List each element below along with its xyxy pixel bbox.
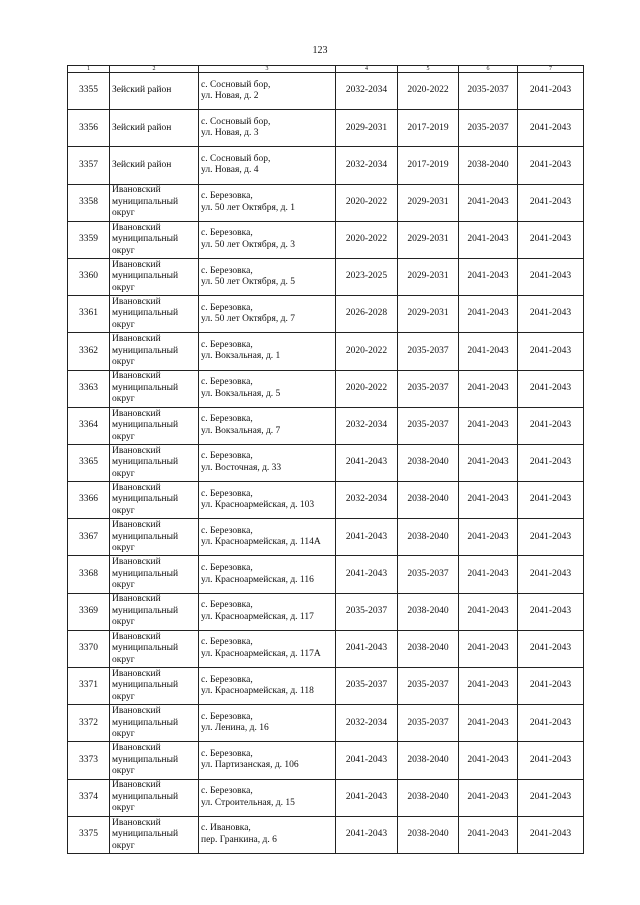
period-cell-y5: 2035-2037: [398, 370, 459, 407]
table-row: [68, 184, 584, 221]
address-line: с. Березовка,: [201, 191, 253, 202]
address-cell: [199, 184, 336, 221]
period-cell-y6: 2041-2043: [459, 370, 518, 407]
address-line: с. Березовка,: [201, 414, 253, 425]
register-table: [67, 65, 584, 854]
address-line: ул. Вокзальная, д. 1: [201, 351, 281, 362]
district-line: округ: [112, 580, 135, 591]
row-number-cell: 3356: [68, 110, 110, 147]
address-line: с. Березовка,: [201, 339, 253, 350]
district-line: округ: [112, 729, 135, 740]
address-cell: [199, 556, 336, 593]
address-line: ул. Вокзальная, д. 5: [201, 388, 281, 399]
period-cell-y7: 2041-2043: [518, 370, 584, 407]
address-line: с. Березовка,: [201, 748, 253, 759]
district-line: Ивановский: [112, 594, 161, 605]
table-row: [68, 630, 584, 667]
period-cell-y6: 2041-2043: [459, 593, 518, 630]
address-cell: [199, 742, 336, 779]
district-line: муниципальный: [112, 308, 179, 319]
period-cell-y6: 2041-2043: [459, 816, 518, 853]
address-line: с. Березовка,: [201, 451, 253, 462]
district-cell: [110, 110, 199, 147]
period-cell-y5: 2038-2040: [398, 816, 459, 853]
district-line: округ: [112, 505, 135, 516]
district-line: Ивановский: [112, 706, 161, 717]
district-line: Ивановский: [112, 557, 161, 568]
period-cell-y4: 2041-2043: [336, 742, 398, 779]
address-line: с. Березовка,: [201, 711, 253, 722]
address-line: ул. Красноармейская, д. 117А: [201, 648, 321, 659]
table-row: [68, 258, 584, 295]
period-cell-y7: 2041-2043: [518, 519, 584, 556]
address-line: с. Сосновый бор,: [201, 153, 271, 164]
period-cell-y7: 2041-2043: [518, 742, 584, 779]
district-line: округ: [112, 394, 135, 405]
period-cell-y4: 2041-2043: [336, 779, 398, 816]
table-row: [68, 296, 584, 333]
address-cell: [199, 73, 336, 110]
table-row: [68, 370, 584, 407]
period-cell-y5: 2029-2031: [398, 296, 459, 333]
row-number-cell: 3360: [68, 258, 110, 295]
district-line: округ: [112, 245, 135, 256]
period-cell-y5: 2035-2037: [398, 333, 459, 370]
district-line: муниципальный: [112, 382, 179, 393]
period-cell-y4: 2032-2034: [336, 407, 398, 444]
address-line: ул. Красноармейская, д. 118: [201, 686, 314, 697]
period-cell-y7: 2041-2043: [518, 333, 584, 370]
district-line: округ: [112, 431, 135, 442]
table-row: [68, 147, 584, 184]
period-cell-y4: 2032-2034: [336, 482, 398, 519]
table-row: [68, 556, 584, 593]
district-line: Ивановский: [112, 668, 161, 679]
table-header: [68, 66, 584, 73]
period-cell-y6: 2035-2037: [459, 73, 518, 110]
period-cell-y6: 2041-2043: [459, 296, 518, 333]
address-line: с. Березовка,: [201, 377, 253, 388]
address-line: с. Березовка,: [201, 637, 253, 648]
district-line: округ: [112, 319, 135, 330]
period-cell-y4: 2032-2034: [336, 705, 398, 742]
period-cell-y7: 2041-2043: [518, 779, 584, 816]
address-cell: [199, 705, 336, 742]
district-line: Ивановский: [112, 445, 161, 456]
address-line: пер. Гранкина, д. 6: [201, 834, 277, 845]
address-cell: [199, 296, 336, 333]
period-cell-y5: 2029-2031: [398, 221, 459, 258]
period-cell-y7: 2041-2043: [518, 110, 584, 147]
period-cell-y7: 2041-2043: [518, 593, 584, 630]
period-cell-y7: 2041-2043: [518, 705, 584, 742]
table-row: [68, 444, 584, 481]
address-line: ул. 50 лет Октября, д. 1: [201, 202, 295, 213]
period-cell-y5: 2038-2040: [398, 779, 459, 816]
district-line: Ивановский: [112, 185, 161, 196]
district-line: муниципальный: [112, 494, 179, 505]
period-cell-y6: 2038-2040: [459, 147, 518, 184]
district-cell: [110, 221, 199, 258]
district-line: муниципальный: [112, 568, 179, 579]
period-cell-y4: 2029-2031: [336, 110, 398, 147]
row-number-cell: 3355: [68, 73, 110, 110]
address-line: с. Сосновый бор,: [201, 79, 271, 90]
district-line: Зейский район: [112, 122, 172, 133]
period-cell-y6: 2041-2043: [459, 630, 518, 667]
row-number-cell: 3364: [68, 407, 110, 444]
period-cell-y6: 2041-2043: [459, 444, 518, 481]
period-cell-y6: 2041-2043: [459, 519, 518, 556]
period-cell-y4: 2020-2022: [336, 333, 398, 370]
row-number-cell: 3373: [68, 742, 110, 779]
district-line: Ивановский: [112, 743, 161, 754]
period-cell-y6: 2041-2043: [459, 779, 518, 816]
period-cell-y5: 2038-2040: [398, 519, 459, 556]
table-row: [68, 221, 584, 258]
district-cell: [110, 668, 199, 705]
address-line: ул. Красноармейская, д. 103: [201, 500, 315, 511]
period-cell-y6: 2035-2037: [459, 110, 518, 147]
address-cell: [199, 630, 336, 667]
address-cell: [199, 816, 336, 853]
table-row: [68, 110, 584, 147]
address-line: ул. Красноармейская, д. 117: [201, 611, 314, 622]
period-cell-y5: 2038-2040: [398, 482, 459, 519]
row-number-cell: 3361: [68, 296, 110, 333]
row-number-cell: 3370: [68, 630, 110, 667]
district-line: Зейский район: [112, 85, 172, 96]
period-cell-y6: 2041-2043: [459, 482, 518, 519]
table-row: [68, 593, 584, 630]
row-number-cell: 3363: [68, 370, 110, 407]
address-line: ул. Партизанская, д. 106: [201, 760, 299, 771]
table-row: [68, 742, 584, 779]
address-line: с. Березовка,: [201, 265, 253, 276]
district-cell: [110, 816, 199, 853]
district-cell: [110, 333, 199, 370]
period-cell-y5: 2035-2037: [398, 556, 459, 593]
column-header: 6: [459, 66, 518, 73]
table-row: [68, 73, 584, 110]
period-cell-y4: 2020-2022: [336, 370, 398, 407]
period-cell-y7: 2041-2043: [518, 258, 584, 295]
district-line: муниципальный: [112, 457, 179, 468]
district-line: муниципальный: [112, 643, 179, 654]
table-row: [68, 333, 584, 370]
district-line: округ: [112, 282, 135, 293]
table-row: [68, 407, 584, 444]
period-cell-y6: 2041-2043: [459, 258, 518, 295]
period-cell-y6: 2041-2043: [459, 705, 518, 742]
period-cell-y5: 2035-2037: [398, 668, 459, 705]
period-cell-y7: 2041-2043: [518, 482, 584, 519]
column-header: 3: [199, 66, 336, 73]
period-cell-y7: 2041-2043: [518, 816, 584, 853]
address-line: с. Березовка,: [201, 786, 253, 797]
district-line: Ивановский: [112, 334, 161, 345]
period-cell-y6: 2041-2043: [459, 407, 518, 444]
period-cell-y5: 2020-2022: [398, 73, 459, 110]
period-cell-y7: 2041-2043: [518, 221, 584, 258]
address-line: ул. Красноармейская, д. 116: [201, 574, 314, 585]
period-cell-y6: 2041-2043: [459, 742, 518, 779]
district-line: муниципальный: [112, 754, 179, 765]
district-line: округ: [112, 654, 135, 665]
address-line: с. Сосновый бор,: [201, 116, 271, 127]
period-cell-y4: 2035-2037: [336, 668, 398, 705]
row-number-cell: 3368: [68, 556, 110, 593]
district-cell: [110, 370, 199, 407]
table-body: [68, 73, 584, 854]
district-line: Ивановский: [112, 296, 161, 307]
district-cell: [110, 556, 199, 593]
column-header: 2: [110, 66, 199, 73]
address-cell: [199, 593, 336, 630]
period-cell-y5: 2029-2031: [398, 184, 459, 221]
period-cell-y6: 2041-2043: [459, 333, 518, 370]
district-line: муниципальный: [112, 531, 179, 542]
address-line: с. Березовка,: [201, 302, 253, 313]
district-line: муниципальный: [112, 791, 179, 802]
address-cell: [199, 668, 336, 705]
district-line: муниципальный: [112, 605, 179, 616]
row-number-cell: 3366: [68, 482, 110, 519]
period-cell-y7: 2041-2043: [518, 444, 584, 481]
district-line: Ивановский: [112, 371, 161, 382]
district-cell: [110, 73, 199, 110]
period-cell-y6: 2041-2043: [459, 221, 518, 258]
address-line: с. Ивановка,: [201, 823, 251, 834]
column-header: 5: [398, 66, 459, 73]
period-cell-y7: 2041-2043: [518, 296, 584, 333]
table-row: [68, 482, 584, 519]
district-line: округ: [112, 803, 135, 814]
period-cell-y4: 2041-2043: [336, 444, 398, 481]
address-cell: [199, 147, 336, 184]
address-line: с. Березовка,: [201, 563, 253, 574]
column-header: 4: [336, 66, 398, 73]
period-cell-y7: 2041-2043: [518, 630, 584, 667]
address-cell: [199, 333, 336, 370]
period-cell-y4: 2041-2043: [336, 816, 398, 853]
period-cell-y7: 2041-2043: [518, 407, 584, 444]
district-line: Ивановский: [112, 817, 161, 828]
address-line: с. Березовка,: [201, 525, 253, 536]
row-number-cell: 3375: [68, 816, 110, 853]
column-header: 1: [68, 66, 110, 73]
district-line: муниципальный: [112, 234, 179, 245]
period-cell-y4: 2041-2043: [336, 556, 398, 593]
period-cell-y4: 2026-2028: [336, 296, 398, 333]
address-cell: [199, 519, 336, 556]
district-line: округ: [112, 468, 135, 479]
address-line: ул. Новая, д. 2: [201, 91, 259, 102]
row-number-cell: 3371: [68, 668, 110, 705]
address-line: ул. 50 лет Октября, д. 3: [201, 239, 295, 250]
district-line: муниципальный: [112, 717, 179, 728]
address-line: с. Березовка,: [201, 488, 253, 499]
period-cell-y4: 2032-2034: [336, 73, 398, 110]
period-cell-y7: 2041-2043: [518, 668, 584, 705]
district-cell: [110, 779, 199, 816]
address-line: с. Березовка,: [201, 228, 253, 239]
period-cell-y4: 2020-2022: [336, 221, 398, 258]
district-cell: [110, 593, 199, 630]
period-cell-y7: 2041-2043: [518, 184, 584, 221]
row-number-cell: 3362: [68, 333, 110, 370]
period-cell-y5: 2017-2019: [398, 147, 459, 184]
period-cell-y5: 2038-2040: [398, 630, 459, 667]
district-cell: [110, 705, 199, 742]
address-cell: [199, 110, 336, 147]
district-line: Зейский район: [112, 159, 172, 170]
address-line: ул. Восточная, д. 33: [201, 462, 282, 473]
period-cell-y4: 2041-2043: [336, 519, 398, 556]
address-line: ул. Ленина, д. 16: [201, 723, 269, 734]
period-cell-y7: 2041-2043: [518, 556, 584, 593]
district-cell: [110, 519, 199, 556]
address-line: ул. 50 лет Октября, д. 7: [201, 314, 295, 325]
row-number-cell: 3374: [68, 779, 110, 816]
row-number-cell: 3365: [68, 444, 110, 481]
district-line: округ: [112, 617, 135, 628]
table-row: [68, 779, 584, 816]
address-line: ул. Красноармейская, д. 114А: [201, 537, 321, 548]
period-cell-y4: 2035-2037: [336, 593, 398, 630]
period-cell-y4: 2032-2034: [336, 147, 398, 184]
address-cell: [199, 482, 336, 519]
address-line: ул. Строительная, д. 15: [201, 797, 295, 808]
row-number-cell: 3367: [68, 519, 110, 556]
period-cell-y5: 2038-2040: [398, 444, 459, 481]
district-line: округ: [112, 208, 135, 219]
address-line: ул. Новая, д. 3: [201, 128, 259, 139]
address-line: ул. Вокзальная, д. 7: [201, 425, 281, 436]
address-line: ул. 50 лет Октября, д. 5: [201, 277, 295, 288]
district-line: округ: [112, 357, 135, 368]
district-cell: [110, 407, 199, 444]
period-cell-y5: 2038-2040: [398, 593, 459, 630]
district-line: Ивановский: [112, 222, 161, 233]
period-cell-y4: 2041-2043: [336, 630, 398, 667]
district-line: округ: [112, 543, 135, 554]
district-cell: [110, 147, 199, 184]
address-cell: [199, 258, 336, 295]
district-line: муниципальный: [112, 345, 179, 356]
row-number-cell: 3369: [68, 593, 110, 630]
table-row: [68, 816, 584, 853]
district-line: Ивановский: [112, 631, 161, 642]
district-line: муниципальный: [112, 680, 179, 691]
table-row: [68, 705, 584, 742]
district-line: муниципальный: [112, 829, 179, 840]
period-cell-y7: 2041-2043: [518, 73, 584, 110]
period-cell-y6: 2041-2043: [459, 556, 518, 593]
district-cell: [110, 258, 199, 295]
district-line: Ивановский: [112, 259, 161, 270]
address-cell: [199, 221, 336, 258]
period-cell-y5: 2035-2037: [398, 705, 459, 742]
district-line: Ивановский: [112, 520, 161, 531]
row-number-cell: 3357: [68, 147, 110, 184]
district-line: округ: [112, 766, 135, 777]
page-number: 123: [312, 45, 328, 56]
period-cell-y5: 2035-2037: [398, 407, 459, 444]
district-line: муниципальный: [112, 420, 179, 431]
period-cell-y5: 2017-2019: [398, 110, 459, 147]
address-cell: [199, 779, 336, 816]
district-line: Ивановский: [112, 482, 161, 493]
period-cell-y6: 2041-2043: [459, 184, 518, 221]
district-line: муниципальный: [112, 196, 179, 207]
row-number-cell: 3359: [68, 221, 110, 258]
district-line: муниципальный: [112, 271, 179, 282]
district-cell: [110, 184, 199, 221]
district-cell: [110, 444, 199, 481]
row-number-cell: 3358: [68, 184, 110, 221]
district-line: округ: [112, 840, 135, 851]
address-cell: [199, 370, 336, 407]
district-cell: [110, 742, 199, 779]
address-line: с. Березовка,: [201, 600, 253, 611]
district-cell: [110, 630, 199, 667]
column-header: 7: [518, 66, 584, 73]
address-cell: [199, 407, 336, 444]
period-cell-y4: 2020-2022: [336, 184, 398, 221]
district-cell: [110, 482, 199, 519]
district-cell: [110, 296, 199, 333]
address-cell: [199, 444, 336, 481]
table-row: [68, 519, 584, 556]
period-cell-y5: 2038-2040: [398, 742, 459, 779]
district-line: Ивановский: [112, 780, 161, 791]
table-row: [68, 668, 584, 705]
district-line: округ: [112, 691, 135, 702]
period-cell-y5: 2029-2031: [398, 258, 459, 295]
period-cell-y6: 2041-2043: [459, 668, 518, 705]
address-line: ул. Новая, д. 4: [201, 165, 259, 176]
period-cell-y7: 2041-2043: [518, 147, 584, 184]
address-line: с. Березовка,: [201, 674, 253, 685]
district-line: Ивановский: [112, 408, 161, 419]
row-number-cell: 3372: [68, 705, 110, 742]
period-cell-y4: 2023-2025: [336, 258, 398, 295]
